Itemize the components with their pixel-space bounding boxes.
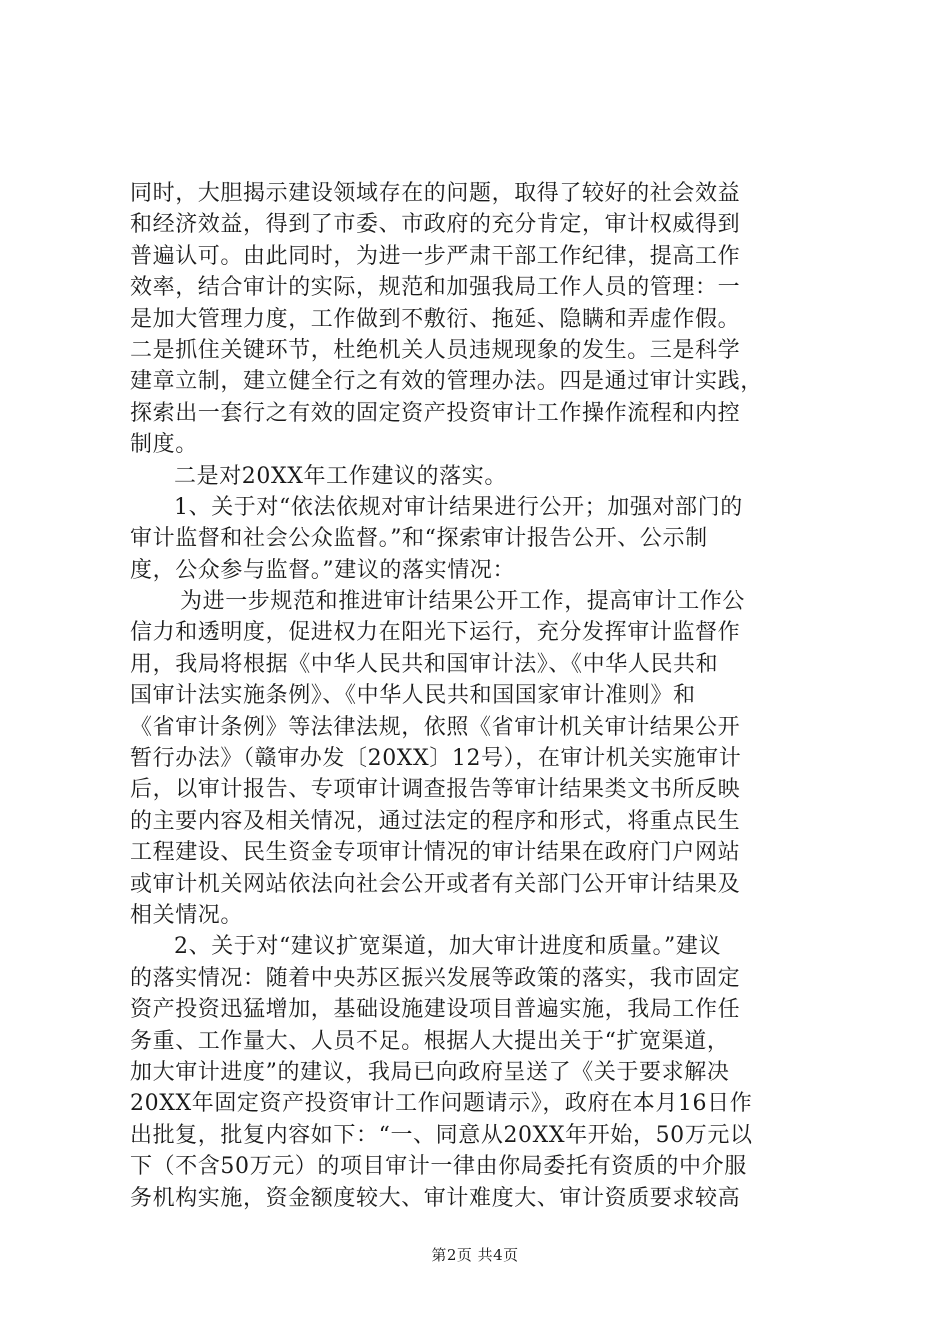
text-line: 审计监督和社会公众监督。”和“探索审计报告公开、公示制 [130,526,708,552]
text-line: 出批复，批复内容如下：“一、同意从20XX年开始，50万元以 [130,1122,753,1148]
text-line: 二是对20XX年工作建议的落实。 [174,463,507,489]
text-line: 为进一步规范和推进审计结果公开工作，提高审计工作公 [180,589,746,615]
text-line: 制度。 [130,432,198,458]
text-line: 2、关于对“建议扩宽渠道，加大审计进度和质量。”建议 [174,934,722,960]
text-line: 1、关于对“依法依规对审计结果进行公开；加强对部门的 [174,494,743,520]
document-body [130,178,830,1214]
text-line: 探索出一套行之有效的固定资产投资审计工作操作流程和内控 [130,400,741,426]
text-line: 二是抓住关键环节，杜绝机关人员违规现象的发生。三是科学 [130,337,741,363]
text-line: 后，以审计报告、专项审计调查报告等审计结果类文书所反映 [130,777,741,803]
text-line: 加大审计进度”的建议，我局已向政府呈送了《关于要求解决 [130,1059,730,1085]
text-line: 《省审计条例》等法律法规，依照《省审计机关审计结果公开 [130,714,741,740]
text-line: 效率，结合审计的实际，规范和加强我局工作人员的管理：一 [130,275,741,301]
text-line: 相关情况。 [130,902,244,928]
text-line: 是加大管理力度，工作做到不敷衍、拖延、隐瞒和弄虚作假。 [130,306,741,332]
text-line: 国审计法实施条例》、《中华人民共和国国家审计准则》和 [130,683,696,709]
text-line: 同时，大胆揭示建设领域存在的问题，取得了较好的社会效益 [130,181,741,206]
text-line: 下（不含50万元）的项目审计一律由你局委托有资质的中介服 [130,1154,747,1180]
page-footer: 第2页 共4页 [431,1246,519,1264]
text-line: 务重、工作量大、人员不足。根据人大提出关于“扩宽渠道， [130,1028,730,1054]
text-line: 务机构实施，资金额度较大、审计难度大、审计资质要求较高 [130,1185,741,1211]
text-line: 的主要内容及相关情况，通过法定的程序和形式，将重点民生 [130,808,741,834]
text-line: 普遍认可。由此同时，为进一步严肃干部工作纪律，提高工作 [130,243,741,269]
text-line: 资产投资迅猛增加，基础设施建设项目普遍实施，我局工作任 [130,997,741,1023]
text-line: 建章立制，建立健全行之有效的管理办法。四是通过审计实践， [130,369,763,395]
text-line: 工程建设、民生资金专项审计情况的审计结果在政府门户网站 [130,840,741,866]
text-line: 的落实情况：随着中央苏区振兴发展等政策的落实，我市固定 [130,965,741,991]
text-line: 20XX年固定资产投资审计工作问题请示》，政府在本月16日作 [130,1091,753,1117]
text-line: 或审计机关网站依法向社会公开或者有关部门公开审计结果及 [130,871,741,897]
text-line: 度，公众参与监督。”建议的落实情况： [130,557,516,583]
text-line: 信力和透明度，促进权力在阳光下运行，充分发挥审计监督作 [130,620,741,646]
text-line: 和经济效益，得到了市委、市政府的充分肯定，审计权威得到 [130,212,741,238]
text-line: 暂行办法》（赣审办发〔20XX〕12号），在审计机关实施审计 [130,746,742,772]
text-line: 用，我局将根据《中华人民共和国审计法》、《中华人民共和 [130,651,719,677]
